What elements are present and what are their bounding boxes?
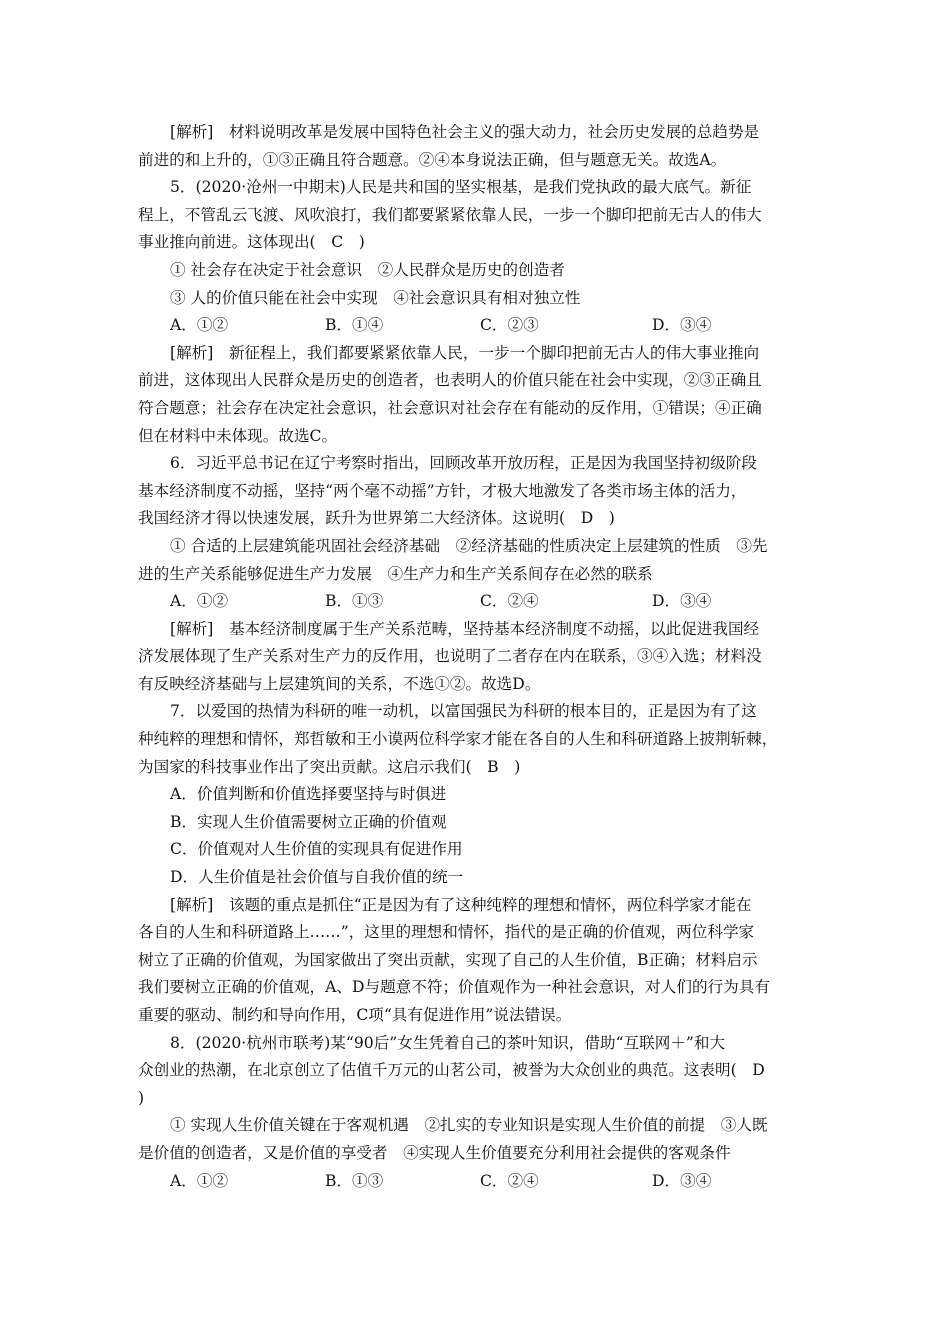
option-c: C．②④ bbox=[480, 592, 539, 611]
q6-item-line: ① 合适的上层建筑能巩固社会经济基础 ②经济基础的性质决定上层建筑的性质 ③先 bbox=[170, 536, 768, 555]
option-a: A．①② bbox=[170, 1171, 229, 1190]
q6-item-line: 进的生产关系能够促进生产力发展 ④生产力和生产关系间存在必然的联系 bbox=[138, 564, 653, 583]
q5-stem-line: 5．(2020·沧州一中期末)人民是共和国的坚实根基，是我们党执政的最大底气。新征 bbox=[170, 178, 752, 197]
q6-stem-line: 基本经济制度不动摇，坚持“两个毫不动摇”方针，才极大地激发了各类市场主体的活力， bbox=[138, 481, 747, 500]
q6-stem-line: 6．习近平总书记在辽宁考察时指出，回顾改革开放历程，正是因为我国坚持初级阶段 bbox=[170, 454, 757, 473]
option-d: D．③④ bbox=[652, 592, 712, 611]
q5-item-line: ③ 人的价值只能在社会中实现 ④社会意识具有相对独立性 bbox=[170, 288, 581, 307]
q7-option-line: C．价值观对人生价值的实现具有促进作用 bbox=[170, 840, 463, 859]
option-a: A．①② bbox=[170, 316, 229, 335]
q8-item-line: 是价值的创造者，又是价值的享受者 ④实现人生价值要充分利用社会提供的客观条件 bbox=[138, 1143, 731, 1162]
q5-item-line: ① 社会存在决定于社会意识 ②人民群众是历史的创造者 bbox=[170, 260, 565, 279]
q7-analysis-line: [解析] 该题的重点是抓住“正是因为有了这种纯粹的理想和情怀，两位科学家才能在 bbox=[170, 895, 752, 914]
q7-analysis-line: 各自的人生和科研道路上……”，这里的理想和情怀，指代的是正确的价值观，两位科学家 bbox=[138, 923, 755, 942]
option-b: B．①④ bbox=[325, 316, 384, 335]
q6-stem-line: 我国经济才得以快速发展，跃升为世界第二大经济体。这说明( D ) bbox=[138, 509, 615, 528]
option-d: D．③④ bbox=[652, 1171, 712, 1190]
q7-analysis-line: 重要的驱动、制约和导向作用，C项“具有促进作用”说法错误。 bbox=[138, 1006, 572, 1024]
option-b: B．①③ bbox=[325, 592, 384, 611]
option-d: D．③④ bbox=[652, 316, 712, 335]
q6-analysis-line: [解析] 基本经济制度属于生产关系范畴，坚持基本经济制度不动摇，以此促进我国经 bbox=[170, 619, 760, 638]
q5-analysis-line: 符合题意；社会存在决定社会意识，社会意识对社会存在有能动的反作用，①错误；④正确 bbox=[138, 398, 762, 417]
option-c: C．②④ bbox=[480, 1171, 539, 1190]
q5-stem-line: 事业推向前进。这体现出( C ) bbox=[138, 233, 365, 252]
q4-analysis-line: [解析] 材料说明改革是发展中国特色社会主义的强大动力，社会历史发展的总趋势是 bbox=[170, 123, 760, 141]
q7-option-line: A．价值判断和价值选择要坚持与时俱进 bbox=[170, 785, 447, 804]
q8-stem-line: 众创业的热潮，在北京创立了估值千万元的山茗公司，被誉为大众创业的典范。这表明( D bbox=[138, 1061, 765, 1080]
q7-analysis-line: 树立了正确的价值观，为国家做出了突出贡献，实现了自己的人生价值，B正确；材料启示 bbox=[138, 950, 758, 969]
q5-analysis-line: 前进，这体现出人民群众是历史的创造者，也表明人的价值只能在社会中实现，②③正确且 bbox=[138, 371, 762, 390]
q8-options bbox=[138, 1168, 795, 1196]
q5-analysis-line: 但在材料中未体现。故选C。 bbox=[138, 426, 338, 445]
q5-analysis-line: [解析] 新征程上，我们都要紧紧依靠人民，一步一个脚印把前无古人的伟大事业推向 bbox=[170, 343, 760, 362]
option-c: C．②③ bbox=[480, 316, 539, 335]
q5-options bbox=[138, 312, 795, 340]
option-b: B．①③ bbox=[325, 1171, 384, 1190]
q6-options bbox=[138, 588, 795, 616]
q5-stem-line: 程上，不管乱云飞渡、风吹浪打，我们都要紧紧依靠人民，一步一个脚印把前无古人的伟大 bbox=[138, 205, 762, 224]
q6-analysis-line: 有反映经济基础与上层建筑间的关系，不选①②。故选D。 bbox=[138, 674, 541, 693]
q7-stem-line: 为国家的科技事业作出了突出贡献。这启示我们( B ) bbox=[138, 757, 521, 776]
q8-stem-line: ) bbox=[138, 1088, 145, 1107]
q7-analysis-line: 我们要树立正确的价值观，A、D与题意不符；价值观作为一种社会意识，对人们的行为具有 bbox=[138, 978, 770, 997]
q7-stem-line: 7．以爱国的热情为科研的唯一动机，以富国强民为科研的根本目的，正是因为有了这 bbox=[170, 702, 757, 721]
q7-option-line: B．实现人生价值需要树立正确的价值观 bbox=[170, 812, 447, 831]
option-a: A．①② bbox=[170, 592, 229, 611]
q6-analysis-line: 济发展体现了生产关系对生产力的反作用，也说明了二者存在内在联系，③④入选；材料没 bbox=[138, 647, 762, 666]
q8-item-line: ① 实现人生价值关键在于客观机遇 ②扎实的专业知识是实现人生价值的前提 ③人既 bbox=[170, 1116, 768, 1135]
q8-stem-line: 8．(2020·杭州市联考)某“90后”女生凭着自己的茶叶知识，借助“互联网＋”和大 bbox=[170, 1033, 726, 1052]
q4-analysis-line: 前进的和上升的，①③正确且符合题意。②④本身说法正确，但与题意无关。故选A。 bbox=[138, 150, 727, 169]
q7-stem-line: 种纯粹的理想和情怀，郑哲敏和王小谟两位科学家才能在各自的人生和科研道路上披荆斩棘， bbox=[138, 730, 778, 749]
q7-option-line: D．人生价值是社会价值与自我价值的统一 bbox=[170, 868, 464, 887]
